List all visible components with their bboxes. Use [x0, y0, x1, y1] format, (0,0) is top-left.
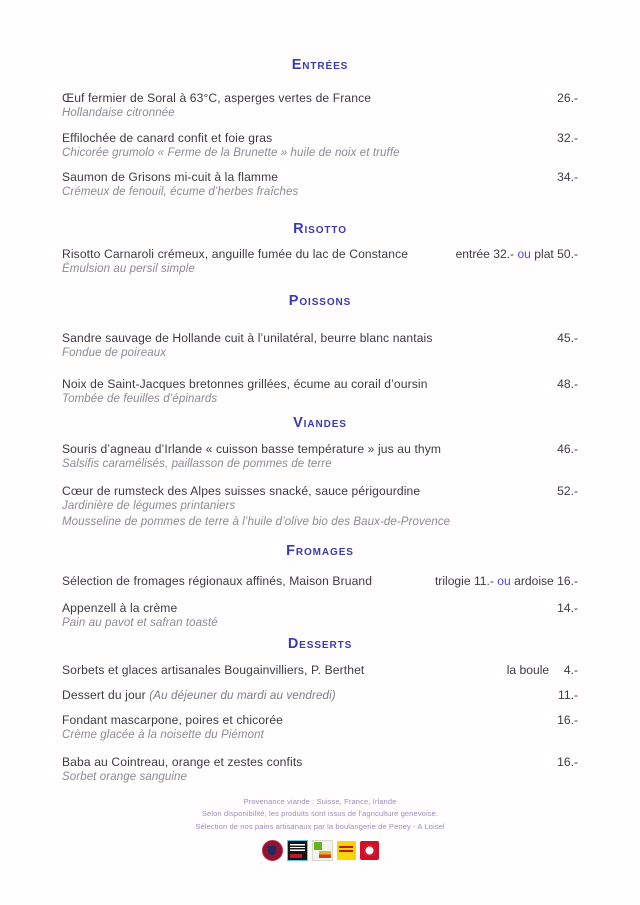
price-option-label-2: plat [534, 247, 554, 261]
price-option-value-1: 32.- [493, 247, 515, 261]
price-option-conjunction: ou [497, 574, 511, 588]
footer-line-availability: Selon disponibilité, les produits sont issus de l’agriculture genevoise. [201, 809, 439, 819]
dish-description: Mousseline de pommes de terre à l’huile d’olive bio des Baux-de-Provence [62, 516, 451, 529]
menu-item [62, 484, 578, 498]
menu-item [62, 663, 578, 677]
menu-item [62, 574, 578, 588]
section-heading-entrees: Entrées [291, 57, 349, 73]
menu-item [62, 377, 578, 391]
menu-item [62, 91, 578, 105]
dish-price: 11.- [558, 688, 578, 702]
footer-line-provenance: Provenance viande : Suisse, France, Irlande [243, 797, 397, 806]
dish-name: Souris d’agneau d’Irlande « cuisson basse température » jus au thym [62, 442, 442, 456]
guide-dark-badge-logo [287, 840, 308, 861]
menu-item [62, 713, 578, 727]
crest-badge-logo [262, 840, 283, 861]
menu-item [62, 688, 578, 702]
price-option-conjunction: ou [517, 247, 531, 261]
dish-name: Sélection de fromages régionaux affinés, Maison Bruand [62, 574, 373, 588]
price-option-value-2: 16.- [557, 574, 578, 588]
dish-name: Sorbets et glaces artisanales Bougainvilliers, P. Berthet [62, 663, 365, 677]
dish-description: Tombée de feuilles d’épinards [62, 393, 218, 405]
dish-name: Fondant mascarpone, poires et chicorée [62, 713, 284, 727]
price-option-label-1: trilogie [434, 574, 471, 588]
section-heading-viandes: Viandes [293, 415, 347, 431]
dish-name: Œuf fermier de Soral à 63°C, asperges vertes de France [62, 91, 372, 105]
price-option-label-2: ardoise [514, 574, 554, 588]
dish-description: Crème glacée à la noisette du Piémont [62, 729, 264, 741]
dish-name-main: Dessert du jour [62, 688, 146, 702]
dish-description: Jardinière de légumes printaniers [62, 500, 236, 512]
dish-price: 45.- [557, 331, 578, 345]
dish-price: 16.- [557, 755, 578, 769]
menu-item [62, 601, 578, 615]
section-heading-risotto: Risotto [293, 221, 347, 237]
dish-description: Émulsion au persil simple [62, 263, 195, 275]
dish-price: 16.- [557, 713, 578, 727]
dish-price: 14.- [557, 601, 578, 615]
dish-name-note: (Au déjeuner du mardi au vendredi) [149, 689, 336, 702]
dish-name: Effilochée de canard confit et foie gras [62, 131, 273, 145]
price-option-value-2: 50.- [557, 247, 578, 261]
dish-name: Cœur de rumsteck des Alpes suisses snacké, sauce périgourdine [62, 484, 421, 498]
menu-item [62, 442, 578, 456]
dish-price: 46.- [557, 442, 578, 456]
dish-name: Appenzell à la crème [62, 601, 178, 615]
menu-item [62, 331, 578, 345]
dish-name [62, 688, 336, 702]
dish-name: Sandre sauvage de Hollande cuit à l’unilatéral, beurre blanc nantais [62, 331, 433, 345]
dish-description: Crémeux de fenouil, écume d’herbes fraîches [62, 186, 299, 198]
footer-line-bakery: Sélection de nos pains artisanaux par la boulangerie de Peney - A Loisel [195, 821, 445, 831]
price-option-label-1: entrée [455, 247, 490, 261]
footer-logo-row [0, 840, 640, 861]
red-face-badge-logo [360, 841, 379, 860]
gault-millau-badge-logo [337, 841, 356, 860]
menu-item [62, 247, 578, 261]
dish-price: 52.- [557, 484, 578, 498]
dish-price-options [423, 574, 578, 588]
dish-price: 4.- [563, 663, 578, 677]
section-heading-fromages: Fromages [286, 543, 354, 559]
menu-footer [0, 796, 640, 861]
dish-description: Chicorée grumolo « Ferme de la Brunette » huile de noix et truffe [62, 147, 400, 159]
dish-name: Baba au Cointreau, orange et zestes confits [62, 755, 303, 769]
menu-item [62, 755, 578, 769]
dish-description: Salsifis caramélisés, paillasson de pommes de terre [62, 458, 332, 470]
dish-price: 32.- [557, 131, 578, 145]
green-produce-badge-logo [312, 840, 333, 861]
dish-price-with-unit [495, 663, 578, 677]
dish-name: Risotto Carnaroli crémeux, anguille fumée du lac de Constance [62, 247, 409, 261]
dish-price: 48.- [557, 377, 578, 391]
menu-item [62, 170, 578, 184]
menu-item [62, 131, 578, 145]
dish-name: Saumon de Grisons mi-cuit à la flamme [62, 170, 279, 184]
dish-description: Pain au pavot et safran toasté [62, 617, 218, 629]
dish-description: Hollandaise citronnée [62, 107, 175, 119]
section-heading-poissons: Poissons [288, 293, 352, 309]
dish-description: Sorbet orange sanguine [62, 771, 187, 783]
dish-name: Noix de Saint-Jacques bretonnes grillées, écume au corail d’oursin [62, 377, 428, 391]
dish-price: 26.- [557, 91, 578, 105]
section-heading-desserts: Desserts [287, 636, 353, 652]
price-option-value-1: 11.- [473, 574, 494, 588]
dish-description: Fondue de poireaux [62, 347, 167, 359]
price-unit-label: la boule [506, 663, 550, 677]
dish-price-options [444, 247, 578, 261]
dish-price: 34.- [557, 170, 578, 184]
